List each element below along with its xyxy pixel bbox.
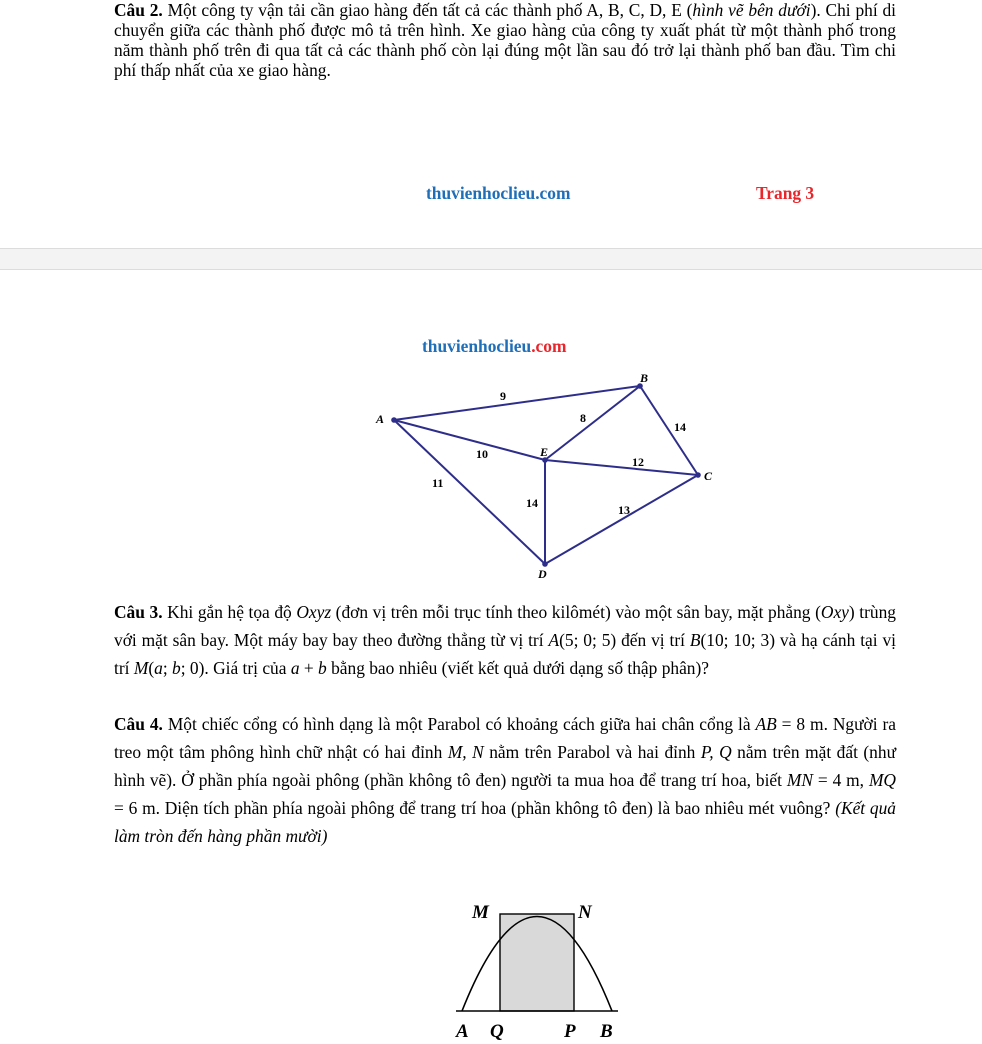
- question-3-text: ) trùng với mặt sân bay. Một máy bay bay theo đường thẳng từ vị trí: [114, 602, 896, 650]
- question-4-text: nằm trên Parabol và hai đỉnh: [483, 742, 701, 762]
- label-B: B: [600, 1021, 613, 1042]
- math-MN-pair: M, N: [447, 742, 484, 762]
- question-2-text-end: ). Chi phí di chuyển giữa các thành phố được mô tả trên hình. Xe giao hàng của công ty xuất phát từ một thành phố trong năm thành phố trên đi qua tất cả các thành phố còn lại đúng một lần sau đó trở lại thành phố ban đầu. Tìm chi phí thấp nhất của xe giao hàng.: [114, 0, 896, 80]
- page-3-bottom: [0, 0, 982, 248]
- question-2-label: Câu 2.: [114, 0, 163, 20]
- header-site-main: thuvienhoclieu: [422, 336, 532, 356]
- weight-AD: 11: [432, 476, 444, 490]
- math-MQ: MQ: [868, 770, 896, 790]
- question-3: [114, 598, 896, 682]
- node-D: D: [538, 567, 547, 581]
- math-point-M: M: [133, 658, 149, 678]
- math-coord-B: (10; 10; 3): [700, 630, 775, 650]
- math-var-a: a: [154, 658, 163, 678]
- question-3-text: và hạ cánh tại vị trí: [114, 630, 897, 678]
- question-3-text: (đơn vị trên mỗi trục tính theo kilômét) vào một sân bay, mặt phẳng (: [331, 602, 821, 622]
- math-var-a: a: [290, 658, 300, 678]
- weight-AB: 9: [500, 389, 506, 403]
- question-3-label: Câu 3.: [114, 602, 163, 622]
- math-oxy: Oxy: [820, 602, 849, 622]
- weight-AE: 10: [476, 447, 488, 461]
- label-P: P: [564, 1021, 576, 1042]
- math-var-b: b: [172, 658, 181, 678]
- question-4-text: . Người ra treo một tâm phông hình chữ nhật có hai đỉnh: [114, 714, 896, 762]
- page-separator: [0, 248, 982, 270]
- node-E: E: [540, 445, 549, 459]
- math-var-b: b: [318, 658, 327, 678]
- weight-BE: 8: [580, 411, 586, 425]
- question-4: [114, 710, 896, 850]
- math-AB: AB: [755, 714, 777, 734]
- city-graph-figure: [360, 364, 730, 584]
- question-4-italic: (Kết quả làm tròn đến hàng phần mười): [114, 798, 896, 846]
- question-3-text: . Giá trị của: [204, 658, 291, 678]
- label-N: N: [578, 902, 592, 923]
- math-paren: (: [148, 658, 155, 678]
- label-Q: Q: [490, 1021, 504, 1042]
- page-4-top: [0, 270, 982, 1044]
- math-MN-value: = 4 m,: [812, 770, 869, 790]
- math-plus: +: [299, 658, 319, 678]
- header-site-name[interactable]: [422, 336, 566, 357]
- question-3-text: Khi gắn hệ tọa độ: [162, 602, 297, 622]
- math-oxyz: Oxyz: [296, 602, 332, 622]
- weight-EC: 12: [632, 455, 644, 469]
- math-paren: ; 0): [180, 658, 205, 678]
- math-PQ-pair: P, Q: [700, 742, 732, 762]
- math-point-A: A: [548, 630, 560, 650]
- weight-ED: 14: [526, 496, 538, 510]
- label-M: M: [472, 902, 489, 923]
- footer-site-main: thuvienhoclieu: [426, 183, 536, 203]
- node-A: A: [376, 412, 385, 426]
- footer-page-number: Trang 3: [756, 183, 815, 203]
- question-4-text: nằm trên mặt đất (như hình vẽ). Ở phần phía ngoài phông (phần không tô đen) người ta mua hoa để trang trí hoa, biết: [114, 742, 896, 790]
- question-4-text: . Diện tích phần phía ngoài phông để trang trí hoa (phần không tô đen) là bao nhiêu mét vuông?: [155, 798, 836, 818]
- math-AB-value: = 8 m: [776, 714, 824, 734]
- math-MQ-value: = 6 m: [114, 798, 156, 818]
- footer-site-name[interactable]: [426, 183, 570, 204]
- question-2-text: Một công ty vận tải cần giao hàng đến tất cả các thành phố A, B, C, D, E (: [162, 0, 693, 20]
- header-site-domain: .com: [531, 336, 567, 356]
- label-A: A: [456, 1021, 469, 1042]
- question-2: [114, 0, 896, 80]
- math-sep: ;: [162, 658, 172, 678]
- question-3-text: bằng bao nhiêu (viết kết quả dưới dạng số thập phân)?: [326, 658, 710, 678]
- math-coord-A: (5; 0; 5): [559, 630, 617, 650]
- question-3-text: đến vị trí: [616, 630, 690, 650]
- question-4-label: Câu 4.: [114, 714, 163, 734]
- question-4-text: Một chiếc cổng có hình dạng là một Parabol có khoảng cách giữa hai chân cổng là: [162, 714, 756, 734]
- math-MN: MN: [786, 770, 813, 790]
- node-B: B: [640, 371, 649, 385]
- question-2-italic: hình vẽ bên dưới: [692, 0, 811, 20]
- footer-site-domain: .com: [535, 183, 571, 203]
- math-point-B: B: [689, 630, 701, 650]
- node-C: C: [704, 469, 713, 483]
- weight-DC: 13: [618, 503, 630, 517]
- parabola-gate-figure: [440, 874, 640, 1044]
- weight-BC: 14: [674, 420, 686, 434]
